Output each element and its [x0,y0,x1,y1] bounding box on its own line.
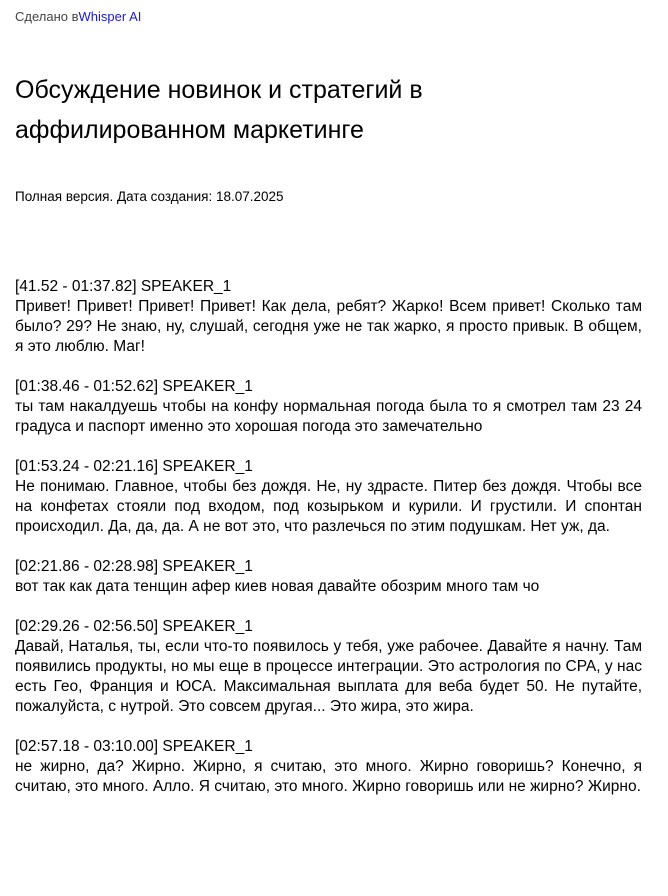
brand-prefix: Сделано в [15,9,79,24]
transcript [15,277,642,817]
segment-text: вот так как дата тенщин афер киев новая давайте обозрим много там чо [15,578,540,595]
document-meta: Полная версия. Дата создания: 18.07.2025 [15,189,284,204]
segment-header: [02:29.26 - 02:56.50] SPEAKER_1 [15,618,253,635]
segment-header: [41.52 - 01:37.82] SPEAKER_1 [15,278,232,295]
transcript-segment [15,277,642,357]
segment-header: [02:57.18 - 03:10.00] SPEAKER_1 [15,738,253,755]
transcript-segment [15,377,642,437]
segment-header: [01:38.46 - 01:52.62] SPEAKER_1 [15,378,253,395]
page-title: Обсуждение новинок и стратегий в аффилированном маркетинге [15,76,423,144]
segment-text: не жирно, да? Жирно. Жирно, я считаю, это много. Жирно говоришь? Конечно, я считаю, это много. Алло. Я считаю, это много. Жирно говоришь или не жирно? Жирно. [15,758,642,795]
segment-text: Не понимаю. Главное, чтобы без дождя. Не, ну здрасте. Питер без дождя. Чтобы все на конфетах стояли под входом, под козырьком и курили. И грустили. И спонтан происходил. Да, да, да. А не вот это, что разлечься по этим подушкам. Нет уж, да. [15,478,642,535]
transcript-segment [15,457,642,537]
segment-text: Привет! Привет! Привет! Привет! Как дела, ребят? Жарко! Всем привет! Сколько там было? 29? Не знаю, ну, слушай, сегодня уже не так жарко, я просто привык. В общем, я это люблю. Маг! [15,298,642,355]
transcript-segment [15,557,642,597]
brand-link[interactable]: Whisper AI [78,9,142,24]
segment-header: [01:53.24 - 02:21.16] SPEAKER_1 [15,458,253,475]
transcript-segment [15,737,642,797]
segment-header: [02:21.86 - 02:28.98] SPEAKER_1 [15,558,253,575]
brand-line [15,9,141,24]
segment-text: ты там накалдуешь чтобы на конфу нормальная погода была то я смотрел там 23 24 градуса и паспорт именно это хорошая погода это замечательно [15,398,642,435]
segment-text: Давай, Наталья, ты, если что-то появилось у тебя, уже рабочее. Давайте я начну. Там появились продукты, но мы еще в процессе интеграции. Это астрология по CPA, у нас есть Гео, Франция и ЮСА. Максимальная выплата для веба будет 50. Не путайте, пожалуйста, с нутрой. Это совсем другая... Это жира, это жира. [15,638,642,715]
transcript-segment [15,617,642,717]
